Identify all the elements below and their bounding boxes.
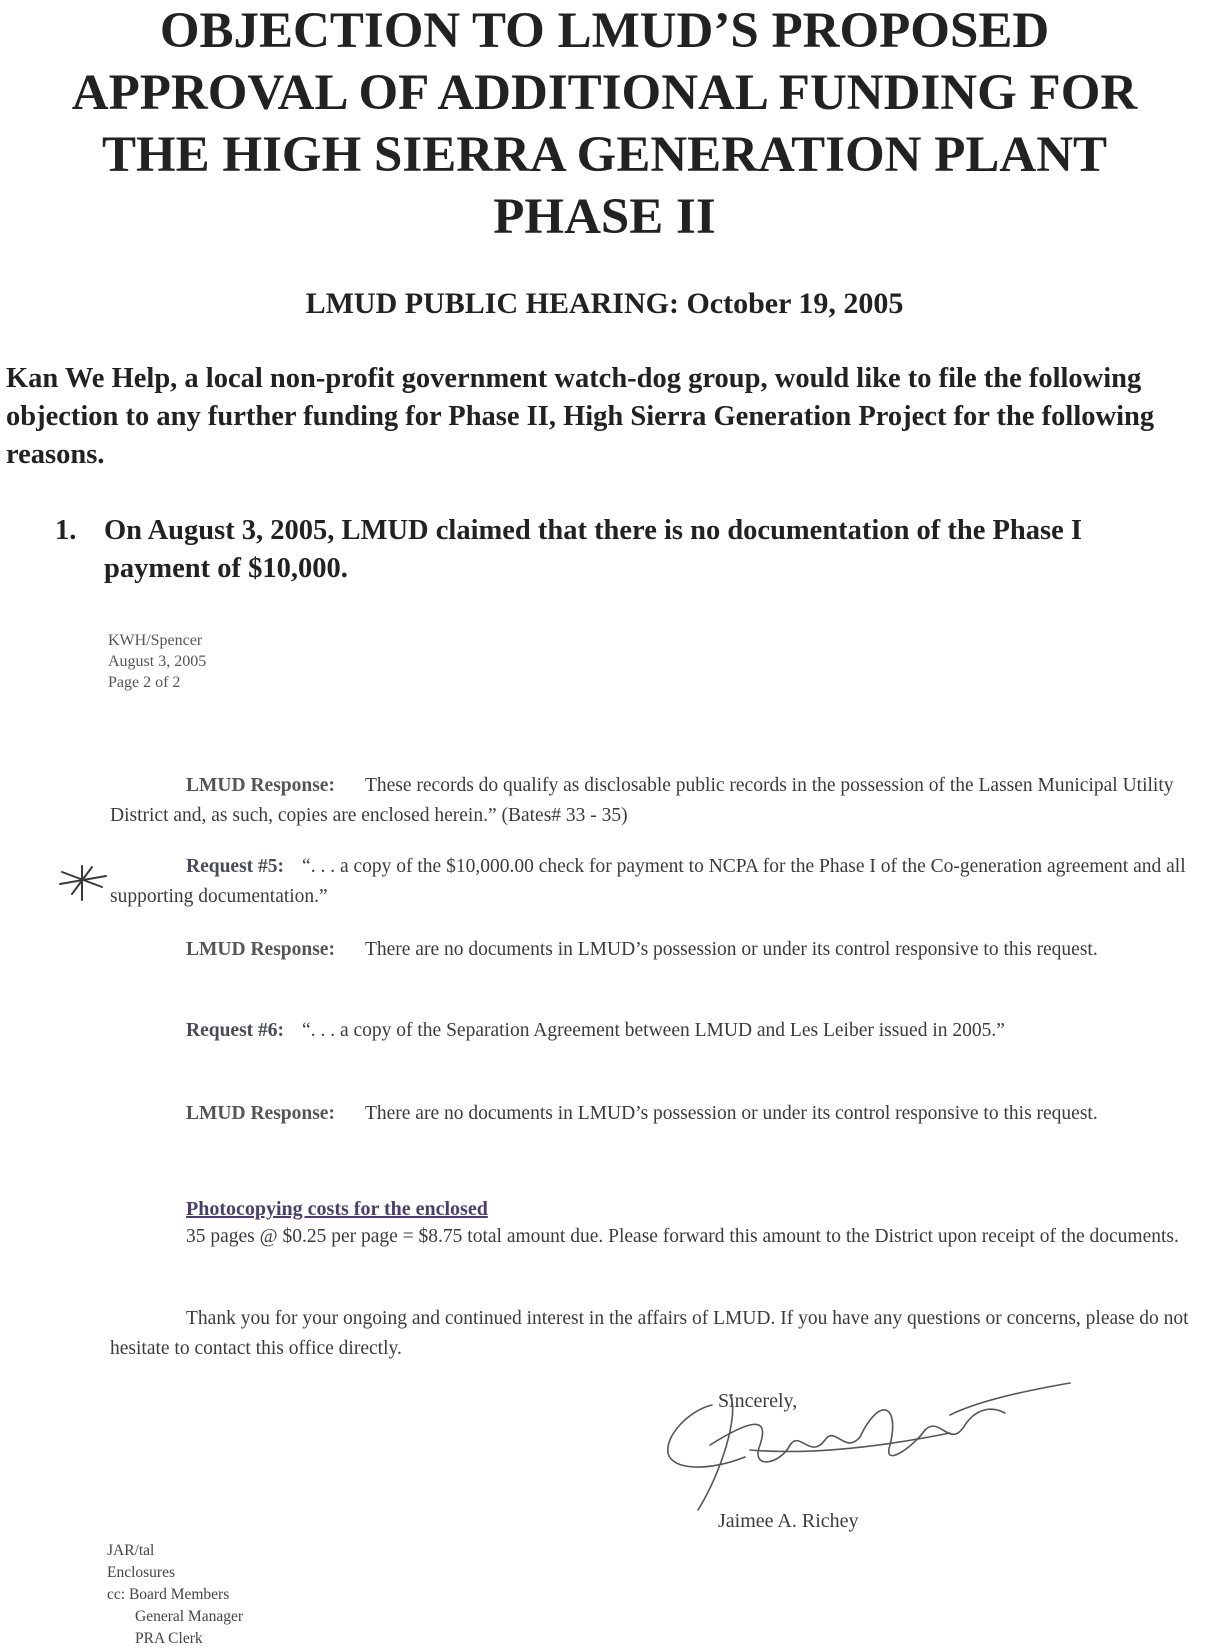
letter-entry (110, 935, 1200, 965)
entry-label: LMUD Response: (186, 939, 335, 960)
footer-line: General Manager (135, 1608, 244, 1625)
header-line: KWH/Spencer (108, 632, 203, 649)
item-number: 1. (55, 515, 77, 546)
footer-line: cc: Board Members (107, 1586, 230, 1603)
closing: Sincerely, (718, 1390, 798, 1412)
entry-label: LMUD Response: (186, 775, 335, 796)
entry-text: “. . . a copy of the Separation Agreement between LMUD and Les Leiber issued in 2005.” (302, 1020, 1005, 1041)
letter-header (108, 630, 206, 693)
entry-text: These records do qualify as disclosable public records in the possession of the Lassen Municipal Utility District and, as such, copies are enclosed herein.” (Bates# 33 - 35) (110, 775, 1174, 826)
hearing-heading: LMUD PUBLIC HEARING: October 19, 2005 (305, 287, 904, 320)
document-title (0, 0, 1209, 248)
entry-text: “. . . a copy of the $10,000.00 check for payment to NCPA for the Phase I of the Co-generation agreement and all supporting documentation.” (110, 856, 1186, 907)
asterisk-mark-icon (52, 862, 112, 902)
signature-graphic (650, 1375, 1080, 1525)
entry-text: There are no documents in LMUD’s possession or under its control responsive to this request. (364, 939, 1098, 960)
title-line: THE HIGH SIERRA GENERATION PLANT (101, 127, 1108, 183)
letter-entry (110, 852, 1200, 912)
photocopy-heading: Photocopying costs for the enclosed (186, 1198, 488, 1220)
letter-entry (110, 771, 1200, 831)
footer-line: Enclosures (107, 1564, 176, 1581)
header-line: August 3, 2005 (108, 653, 207, 670)
title-line: PHASE II (493, 189, 716, 245)
letter-entry (110, 1099, 1200, 1129)
title-line: APPROVAL OF ADDITIONAL FUNDING FOR (71, 65, 1138, 121)
footer-line: PRA Clerk (135, 1630, 203, 1647)
entry-text: There are no documents in LMUD’s possession or under its control responsive to this request. (364, 1103, 1098, 1124)
item-text: On August 3, 2005, LMUD claimed that there is no documentation of the Phase I payment of $10,000. (104, 515, 1082, 584)
entry-label: LMUD Response: (186, 1103, 335, 1124)
photocopy-text: 35 pages @ $0.25 per page = $8.75 total amount due. Please forward this amount to the District upon receipt of the documents. (186, 1226, 1179, 1247)
signer-name: Jaimee A. Richey (718, 1510, 859, 1532)
title-line: OBJECTION TO LMUD’S PROPOSED (159, 3, 1050, 59)
entry-label: Request #6: (186, 1020, 285, 1041)
footer-line: JAR/tal (107, 1542, 155, 1559)
header-line: Page 2 of 2 (108, 674, 181, 691)
entry-label: Request #5: (186, 856, 285, 877)
thanks-paragraph: Thank you for your ongoing and continued interest in the affairs of LMUD. If you have any questions or concerns, please do not hesitate to contact this office directly. (110, 1308, 1189, 1359)
letter-footer (107, 1540, 243, 1650)
intro-paragraph: Kan We Help, a local non-profit government watch-dog group, would like to file the following objection to any further funding for Phase II, High Sierra Generation Project for the following reasons. (6, 363, 1155, 470)
letter-entry (110, 1016, 1200, 1046)
